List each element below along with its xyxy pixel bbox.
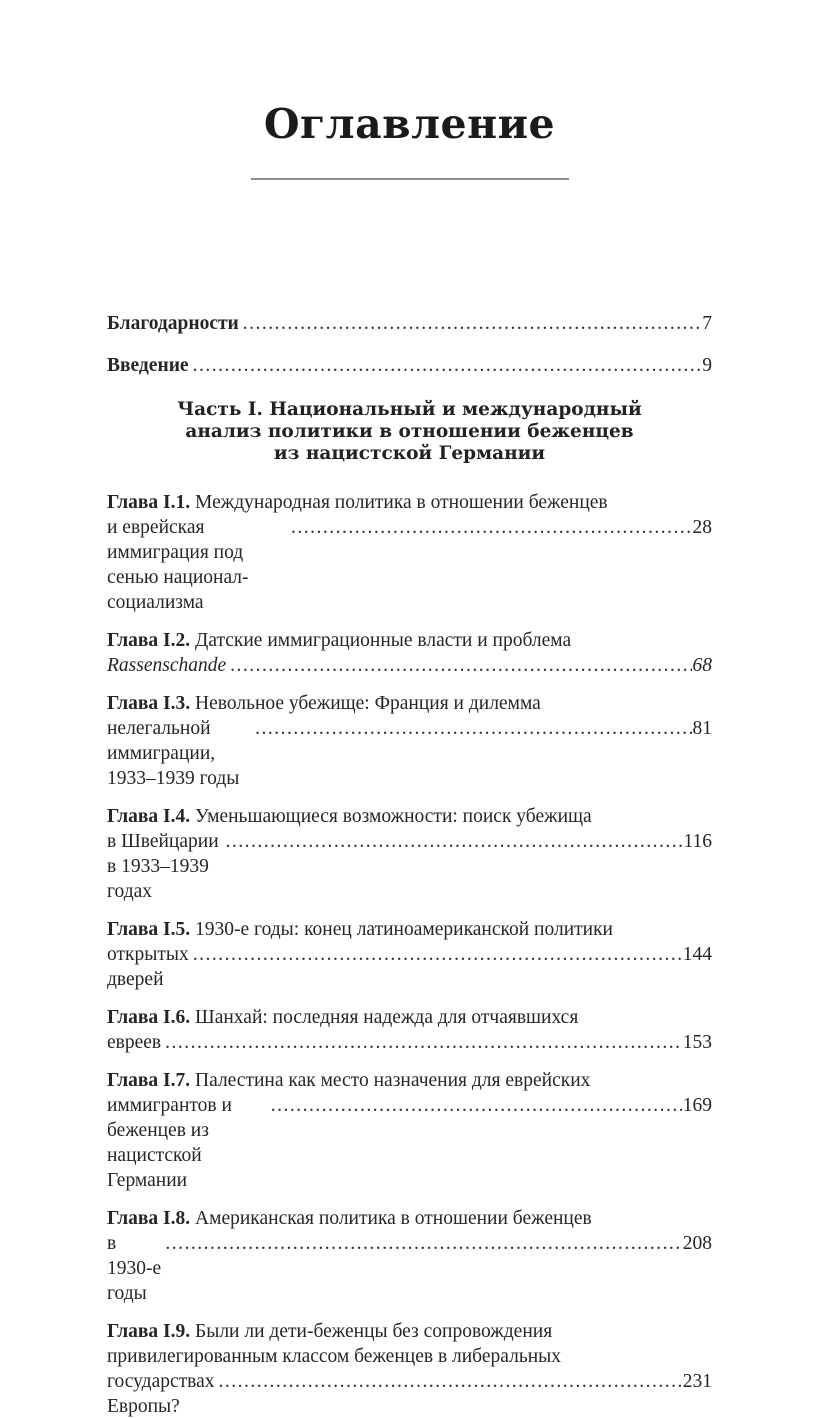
- chapter-title-text: в Швейцарии в 1933–1939 годах: [107, 831, 219, 902]
- page-number: 231: [682, 1371, 712, 1392]
- chapter-number: Глава I.6.: [107, 1007, 196, 1028]
- toc-entry-line: [107, 1093, 712, 1193]
- toc-chapter-entry: [107, 628, 712, 678]
- page-number: 68: [692, 655, 712, 676]
- toc-entry-line: [107, 628, 712, 653]
- chapter-title-text: Шанхай: последняя надежда для отчаявшихся: [195, 1007, 579, 1028]
- toc-entry-line: [107, 942, 712, 992]
- chapter-title-text: Международная политика в отношении беженцев: [195, 492, 608, 513]
- dot-leader: [291, 515, 691, 540]
- chapter-title-text: Невольное убежище: Франция и дилемма: [195, 693, 541, 714]
- part-heading-line: Часть I. Национальный и международный: [177, 399, 642, 420]
- toc-entry-line: [107, 515, 712, 615]
- dot-leader: [255, 716, 691, 741]
- part-heading-line: из нацистской Германии: [273, 443, 546, 464]
- toc-chapter-entry: [107, 1068, 712, 1193]
- page-number: 81: [692, 718, 712, 739]
- chapter-number: Глава I.4.: [107, 806, 196, 827]
- entry-label: Введение: [107, 355, 189, 376]
- chapter-number: Глава I.7.: [107, 1070, 196, 1091]
- toc-entry-line: [107, 917, 712, 942]
- chapter-number: Глава I.5.: [107, 919, 196, 940]
- toc-entry-line: [107, 1068, 712, 1093]
- toc-entry-line: [107, 804, 712, 829]
- toc-chapter-entry: [107, 691, 712, 791]
- dot-leader: [165, 1030, 682, 1055]
- dot-leader: [225, 829, 682, 854]
- toc-chapter-entry: [107, 1005, 712, 1055]
- toc-entry-line: [107, 1231, 712, 1306]
- page-number: 169: [682, 1095, 712, 1116]
- chapter-title-text: нелегальной иммиграции, 1933–1939 годы: [107, 718, 240, 789]
- toc-chapter-entry: [107, 1206, 712, 1306]
- chapter-title-text: иммигрантов и беженцев из нацистской Германии: [107, 1095, 232, 1191]
- chapter-title-text: Палестина как место назначения для еврейских: [195, 1070, 591, 1091]
- dot-leader: [165, 1231, 681, 1256]
- dot-leader: [219, 1369, 682, 1394]
- toc-chapter-entry: [107, 804, 712, 904]
- dot-leader: [193, 942, 682, 967]
- toc-entry-line: [107, 1206, 712, 1231]
- toc-entry-line: [107, 1005, 712, 1030]
- toc-entry-line: [107, 653, 712, 678]
- chapter-number: Глава I.3.: [107, 693, 196, 714]
- chapter-title-text: Американская политика в отношении беженцев: [195, 1208, 592, 1229]
- entry-label: Благодарности: [107, 313, 239, 334]
- page-number: 116: [683, 831, 712, 852]
- toc-entry-line: [107, 829, 712, 904]
- chapter-title-text: привилегированным классом беженцев в либеральных: [107, 1346, 561, 1367]
- chapter-title-text: открытых дверей: [107, 944, 189, 990]
- page-number: 28: [692, 517, 712, 538]
- chapter-title-text: и еврейская иммиграция под сенью национал-социализма: [107, 517, 249, 613]
- toc-chapter-entry: [107, 1319, 712, 1419]
- toc-entry-line: [107, 691, 712, 716]
- toc-entry-line: [107, 1030, 712, 1055]
- page-number: 7: [702, 313, 712, 334]
- chapter-number: Глава I.9.: [107, 1321, 196, 1342]
- dot-leader: [271, 1093, 682, 1118]
- chapter-title-text: Датские иммиграционные власти и проблема: [195, 630, 572, 651]
- dot-leader: [230, 653, 691, 678]
- chapter-title-text: евреев: [107, 1032, 162, 1053]
- chapter-title-text: Были ли дети-беженцы без сопровождения: [195, 1321, 553, 1342]
- chapter-title-text: государствах Европы?: [107, 1371, 215, 1417]
- toc-entry-line: [107, 490, 712, 515]
- part-heading-line: анализ политики в отношении беженцев: [185, 421, 634, 442]
- page-title: Оглавление: [263, 100, 556, 148]
- chapter-title-text: Rassenschande: [107, 655, 227, 676]
- toc-entry-line: [107, 1344, 712, 1369]
- page-number: 144: [682, 944, 712, 965]
- chapter-title-text: Уменьшающиеся возможности: поиск убежища: [195, 806, 592, 827]
- part-heading: [107, 399, 712, 465]
- toc-entry-line: [107, 716, 712, 791]
- page-number: 9: [702, 355, 712, 376]
- toc-entry-line: [107, 1369, 712, 1419]
- chapter-number: Глава I.8.: [107, 1208, 196, 1229]
- chapter-list: [107, 490, 712, 1419]
- page-number: 208: [682, 1233, 712, 1254]
- chapter-title-text: в 1930-е годы: [107, 1233, 162, 1304]
- toc-body: [107, 311, 712, 1419]
- front-list: [107, 311, 712, 378]
- chapter-number: Глава I.2.: [107, 630, 196, 651]
- toc-front-entry: [107, 311, 712, 336]
- dot-leader: [243, 311, 701, 336]
- toc-chapter-entry: [107, 490, 712, 615]
- chapter-title-text: 1930-е годы: конец латиноамериканской политики: [195, 919, 613, 940]
- dot-leader: [193, 353, 702, 378]
- chapter-number: Глава I.1.: [107, 492, 196, 513]
- title-divider-rule: [251, 178, 569, 180]
- toc-front-entry: [107, 353, 712, 378]
- toc-chapter-entry: [107, 917, 712, 992]
- toc-entry-line: [107, 1319, 712, 1344]
- page-number: 153: [682, 1032, 712, 1053]
